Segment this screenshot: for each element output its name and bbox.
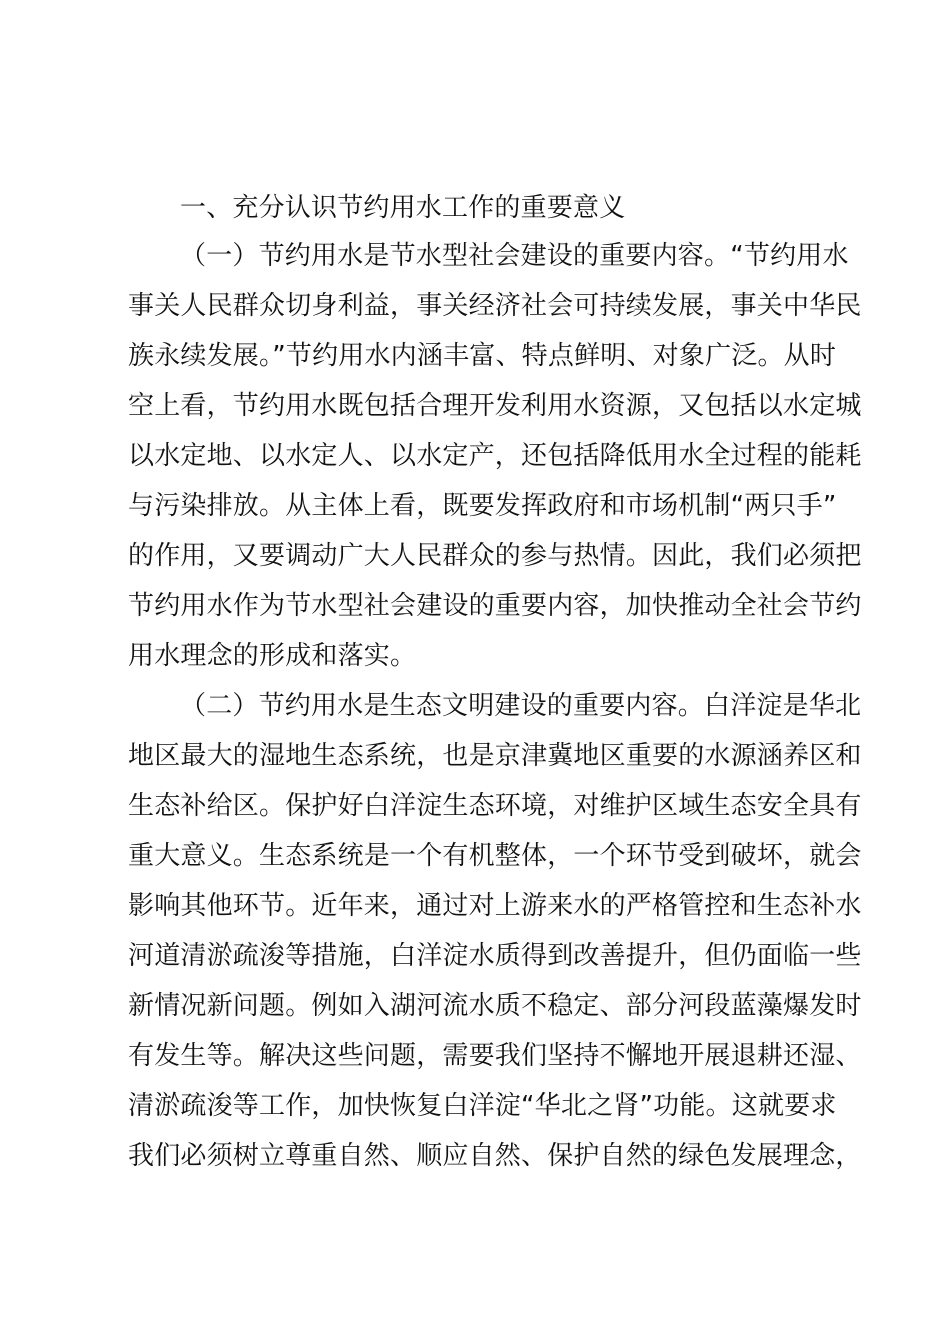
paragraph-line: 新情况新问题。例如入湖河流水质不稳定、部分河段蓝藻爆发时 (128, 991, 862, 1021)
paragraph-line: 有发生等。解决这些问题，需要我们坚持不懈地开展退耕还湿、 (128, 1041, 862, 1071)
paragraph-line: 重大意义。生态系统是一个有机整体，一个环节受到破坏，就会 (128, 841, 862, 871)
paragraph-line: （二）节约用水是生态文明建设的重要内容。白洋淀是华北 (180, 691, 862, 721)
paragraph-line: （一）节约用水是节水型社会建设的重要内容。“节约用水 (180, 241, 849, 271)
paragraph-line: 与污染排放。从主体上看，既要发挥政府和市场机制“两只手” (128, 491, 837, 521)
paragraph-line: 河道清淤疏浚等措施，白洋淀水质得到改善提升，但仍面临一些 (128, 941, 862, 971)
paragraph-line: 生态补给区。保护好白洋淀生态环境，对维护区域生态安全具有 (128, 791, 862, 821)
paragraph-line: 地区最大的湿地生态系统，也是京津冀地区重要的水源涵养区和 (128, 741, 862, 771)
paragraph-line: 以水定地、以水定人、以水定产，还包括降低用水全过程的能耗 (128, 441, 862, 471)
paragraph-line: 事关人民群众切身利益，事关经济社会可持续发展，事关中华民 (128, 291, 862, 321)
paragraph-line: 的作用，又要调动广大人民群众的参与热情。因此，我们必须把 (128, 541, 862, 571)
paragraph-line: 空上看，节约用水既包括合理开发利用水资源，又包括以水定城 (128, 391, 862, 421)
paragraph-line: 节约用水作为节水型社会建设的重要内容，加快推动全社会节约 (128, 591, 862, 621)
paragraph-line: 用水理念的形成和落实。 (128, 641, 417, 671)
paragraph-line: 族永续发展。”节约用水内涵丰富、特点鲜明、对象广泛。从时 (128, 341, 837, 371)
paragraph-line: 影响其他环节。近年来，通过对上游来水的严格管控和生态补水 (128, 891, 862, 921)
paragraph-line: 我们必须树立尊重自然、顺应自然、保护自然的绿色发展理念， (128, 1141, 862, 1171)
section-heading: 一、充分认识节约用水工作的重要意义 (180, 193, 626, 223)
paragraph-line: 清淤疏浚等工作，加快恢复白洋淀“华北之肾”功能。这就要求 (128, 1091, 837, 1121)
